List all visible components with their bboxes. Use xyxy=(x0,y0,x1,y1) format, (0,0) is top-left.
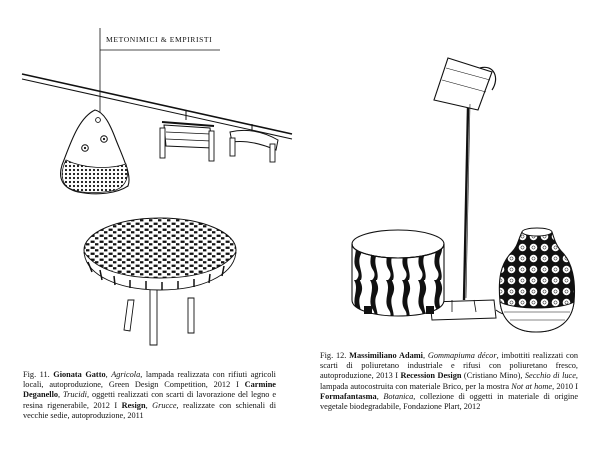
work-title: Gommapiuma décor xyxy=(427,351,497,360)
designer-name: Carmine Deganello xyxy=(23,380,276,400)
figure-label: Fig. 11. xyxy=(23,370,50,379)
trucidi-table xyxy=(84,218,236,345)
separator: I xyxy=(575,381,578,391)
exhibition-title: Not at home xyxy=(511,381,553,391)
figure-label: Fig. 12. xyxy=(320,351,347,360)
header-rule xyxy=(100,28,220,115)
designer-name: Massimiliano Adami xyxy=(349,351,423,360)
separator: I xyxy=(395,371,398,381)
work-description: , collezione di oggetti in materiale di origine vegetale biodegradabile, Fondazione Plart, 2012 xyxy=(320,391,579,412)
work-year: , 2010 xyxy=(552,381,573,391)
work-title: Grucce xyxy=(152,400,177,410)
work-title: Botanica xyxy=(383,391,414,401)
work-title: Agricola xyxy=(111,370,141,379)
agricola-lamp xyxy=(61,110,130,194)
botanica-vase xyxy=(499,228,574,332)
running-head: METONIMICI & EMPIRISTI xyxy=(106,35,213,44)
separator: I xyxy=(114,400,118,410)
designer-name: Formafantasma xyxy=(320,391,377,401)
work-description: , oggetti realizzati con scarti di lavorazione del legno e resina rigenerabile, 2012 xyxy=(23,390,276,410)
separator: I xyxy=(236,380,239,390)
work-title: Trucidi xyxy=(63,390,87,400)
designer-note: (Cristiano Mino), xyxy=(461,371,525,381)
figure-11-caption: Fig. 11. Gionata Gatto, Agricola, lampada realizzata con rifiuti agricoli locali, autoproduzione, Green Design Competition, 2012 I Carmine Deganello, Trucidi, oggetti realizzati con scarti di lavorazione del legno e resina rigenerabile, 2012 I Resign, Grucce, realizzate con schienali di vecchie sedie, autoproduzione, 2011 xyxy=(23,370,276,420)
work-description: , imbottiti realizzati con scarti di poliuretano industriale e rifusi con poliuretano fresco, autoproduzione, 2013 xyxy=(320,351,579,381)
designer-name: Resign xyxy=(121,400,146,410)
work-description: , realizzate con schienali di vecchie sedie, autoproduzione, 2011 xyxy=(23,400,276,420)
designer-name: Gionata Gatto xyxy=(53,370,106,379)
designer-name: Recession Design xyxy=(400,371,462,381)
gommapiuma-pouf xyxy=(352,230,444,316)
work-description: , lampada realizzata con rifiuti agricoli locali, autoproduzione, Green Design Competition, 2012 xyxy=(23,370,276,390)
work-description: , lampada autocostruita con materiale Brico, per la mostra xyxy=(320,371,578,391)
figure-12-caption: Fig. 12. Massimiliano Adami, Gommapiuma décor, imbottiti realizzati con scarti di poliuretano industriale e rifusi con poliuretano fresco, autoproduzione, 2013 I Recession Design (Cristiano Mino), Secchio di luce, lampada autocostruita con materiale Brico, per la mostra Not at home, 2010 I Formafantasma, Botanica, collezione di oggetti in materiale di origine vegetale biodegradabile, Fondazione Plart, 2012 xyxy=(320,351,579,412)
work-title: Secchio di luce xyxy=(524,371,576,381)
